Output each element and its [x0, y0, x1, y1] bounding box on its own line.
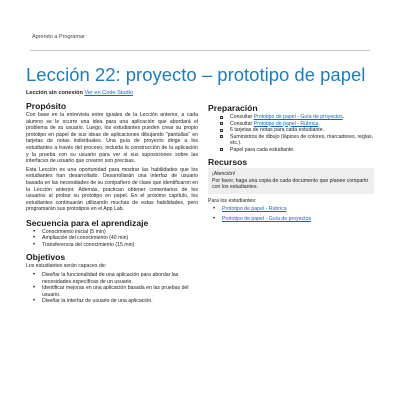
secuencia-item: • Transferencia del conocimiento (15 min) — [42, 242, 198, 249]
attention-callout — [208, 168, 374, 194]
preparacion-item: 6 tarjetas de notas para cada estudiante. — [230, 127, 374, 134]
proposito-heading: Propósito — [26, 101, 67, 111]
objetivos-heading: Objetivos — [26, 252, 66, 263]
recurso-item — [222, 216, 374, 223]
secuencia-item: • Conocimiento inicial (5 min) — [42, 229, 198, 236]
code-studio-link[interactable]: Ver en Code Studio — [84, 90, 133, 96]
left-column — [26, 101, 198, 309]
objetivo-item: • Diseñar la funcionalidad de una aplicación para abordar las necesidades específicas de un usuario. — [42, 272, 198, 285]
rubrica-student-link[interactable]: Prototipo de papel - Rúbrica — [222, 206, 287, 213]
secuencia-list — [26, 229, 198, 249]
objetivo-item: • Identificar mejoras en una aplicación basada en las pruebas del usuario. — [42, 285, 198, 298]
proposito-paragraph-2: Esta Lección es una oportunidad para mostrar las habilidades que los estudiantes han desarrollado. Desarrollarán una interfaz de usuario basada en las necesidades de su compañero de clase que identificaron en la Lección anterior. Además, practican obtener comentarios de los usuarios al probar su prototipo en papel. En el próximo capítulo, los estudiantes continuarán utilizando muchas de estas habilidades, pero programarán sus prototipos en el App Lab. — [26, 166, 198, 213]
preparacion-list — [208, 114, 374, 153]
recursos-list — [208, 206, 374, 222]
secuencia-heading: Secuencia para el aprendizaje — [26, 217, 149, 228]
preparacion-item: Consultar Prototipo de papel - Rúbrica. — [230, 121, 374, 128]
running-header: Aprendo a Programar — [32, 34, 85, 40]
guia-proyectos-link[interactable]: Prototipo de papel - Guía de proyectos — [253, 114, 343, 120]
checkbox-icon — [220, 116, 223, 119]
page-title: Lección 22: proyecto – prototipo de papel — [26, 64, 366, 85]
checkbox-icon — [220, 129, 223, 132]
recurso-item — [222, 206, 374, 213]
secuencia-item: • Ampliación del conocimiento (40 min) — [42, 235, 198, 242]
guia-student-link[interactable]: Prototipo de papel - Guía de proyectos — [222, 215, 312, 222]
recursos-intro: Para los estudiantes: — [208, 197, 257, 204]
preparacion-heading: Preparación — [208, 103, 258, 113]
preparacion-item: Papel para cada estudiante. — [230, 147, 374, 154]
checkbox-icon — [220, 122, 223, 125]
rubrica-link[interactable]: Prototipo de papel - Rúbrica — [253, 120, 319, 127]
checkbox-icon — [220, 148, 223, 151]
objetivo-item: • Diseñar la interfaz de usuario de una aplicación. — [42, 298, 198, 305]
preparacion-item: Consultar Prototipo de papel - Guía de proyectos. — [230, 114, 374, 121]
proposito-paragraph-1: Con base en la entrevista entre iguales de la Lección anterior, a cada alumno se le ocurre una idea para una aplicación que abordará el problema de su usuario. Luego, los estudiantes pueden crear su propio prototipo en papel de sus ideas de aplicaciones dibujando "pantallas" en tarjetas de notas individuales. Una guía de proyecto dirige a los estudiantes a través del proceso, incluida la construcción de la aplicación y la prueba con su usuario para ver si sus suposiciones sobre las interfaces de usuario que crearon son precisas. — [26, 112, 198, 165]
checkbox-icon — [220, 135, 223, 138]
objetivos-list — [26, 272, 198, 305]
recursos-heading: Recursos — [208, 157, 248, 167]
right-column — [208, 103, 374, 226]
callout-title: ¡Atención! — [212, 171, 236, 177]
header-divider — [30, 50, 370, 51]
objetivos-intro: Los estudiantes serán capaces de: — [26, 263, 107, 270]
preparacion-item: Suministros de dibujo (lápices de colores, marcadores, reglas, etc.). — [230, 134, 374, 147]
lesson-subtitle — [26, 90, 133, 96]
callout-text: Por favor, haga una copia de cada documento que planee compartir con los estudiantes. — [212, 177, 369, 191]
lesson-type-label: Lección sin conexión — [26, 90, 83, 96]
